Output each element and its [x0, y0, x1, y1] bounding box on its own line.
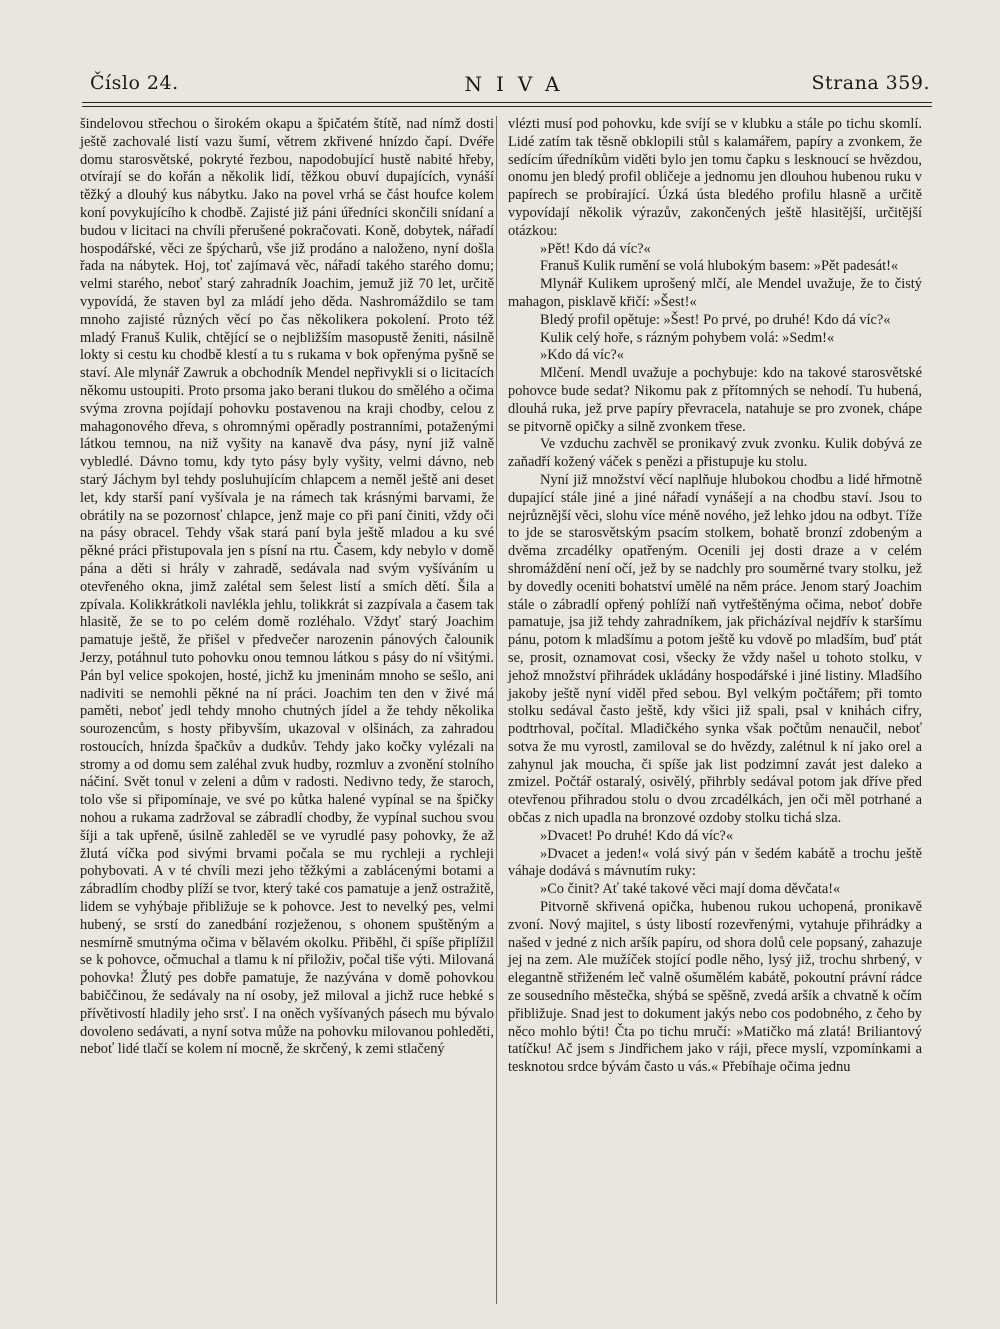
paragraph: vlézti musí pod pohovku, kde svíjí se v klubku a stále po tichu skomlí. Lidé zatím tak těsně obklopili stůl s kalamářem, papíry a zvonkem, že sedícím úředníkům viděti bylo jen tomu čapku s lesknoucí se hvězdou, onomu jen bledý profil obličeje a jednomu jen dlouhou hubenou ruku v papírech se probírající. Úzká ústa bledého profilu hlasně a určitě vypovídají několik výrazův, zakončených ještě hlasitější, určitější otázkou: [508, 116, 922, 239]
magazine-title: NIVA [464, 72, 574, 96]
paragraph: Bledý profil opětuje: »Šest! Po prvé, po druhé! Kdo dá víc?« [540, 311, 891, 328]
paragraph: »Pět! Kdo dá víc?« [540, 240, 651, 257]
paragraph: Kulik celý hoře, s rázným pohybem volá: »Sedm!« [540, 329, 835, 346]
page-header [90, 72, 930, 102]
header-rule-bottom [82, 106, 932, 107]
page-number: Strana 359. [811, 72, 930, 94]
paragraph: »Dvacet! Po druhé! Kdo dá víc?« [540, 827, 734, 844]
column-divider [496, 116, 497, 1304]
paragraph: Mlynář Kulikem uprošený mlčí, ale Mendel uvažuje, že to čistý mahagon, pisklavě křičí: »Šest!« [508, 276, 922, 310]
right-column [508, 116, 922, 1077]
paragraph: »Co činit? Ať také takové věci mají doma děvčata!« [540, 881, 841, 898]
paragraph: Ve vzduchu zachvěl se pronikavý zvuk zvonku. Kulik dobývá ze zaňadří kožený váček s penězi a přistupuje ku stolu. [508, 436, 922, 471]
paragraph: Mlčení. Mendl uvažuje a pochybuje: kdo na takové starosvětské pohovce bude sedat? Nikomu pak z přítomných se nehodí. Tu hubená, dlouhá ruka, jež prve papíry převracela, natahuje se pro zvonek, chápe se pitvorně opičky a silně zvonkem třese. [508, 365, 922, 435]
paragraph: »Kdo dá víc?« [540, 347, 624, 364]
left-column [80, 116, 494, 1059]
paragraph: šindelovou střechou o širokém okapu a špičatém štítě, nad nímž dosti ještě zachovalé listí vazu šumí, větrem zkřivené hnízdo čapí. Dvéře domu starosvětské, pokryté řezbou, napodobující hustě nabité hřeby, otvírají se do kořán a několik lidí, těžkou obuví dupajících, vynáší těžký a dlouhý kus nábytku. Jako na povel vrhá se část houfce kolem koní povykujícího k chodbě. Zajisté již páni úředníci skončili snídaní a budou v licitaci na chvíli přerušené pokračovati. Koně, dobytek, nářadí hospodářské, věci ze špýcharů, vše již prodáno a naloženo, nyní došla řada na nábytek. Hoj, toť zajímavá věc, nářadí takého starého domu; velmi starého, neboť starý zahradník Joachim, jemuž již 70 let, určitě vypovídá, že staven byl za mládí jeho děda. Nashromáždilo se tam mnoho zajisté různých věcí po čas několikera pokolení. Proto též mladý Franuš Kulik, chtějící se o nejbližším masopustě ženiti, násilně lokty si cestu ku chodbě klestí a tu s rukama v bok opřenýma pyšně se staví. Ale mlynář Zawruk a obchodník Mendel nepřivykli si o licitacích někomu ustoupiti. Proto prsoma jako berani tlukou do smělého a očima svýma zrovna pojídají pohovku postavenou na kraji chodby, celou z mahagonového dřeva, s ohromnými opěradly postranními, potaženými látkou temnou, na niž vyšity na kanavě dva pásy, nyní již valně vybledlé. Dávno tomu, kdy tyto pásy byly vyšity, velmi dávno, neb starý Jáchym byl tehdy posluhujícím chlapcem a neměl ještě ani deset let, kdy starší paní vyšívala je na rámech tak krásnými barvami, že obrátily na se pozornosť chlapce, jenž maje co při paní činiti, vždy oči na pásy obracel. Tehdy však stará paní byla ještě mladou a ku své pěkné práci přistupovala jen s písní na rtu. Časem, kdy nebylo v domě pána a děti si hrály v zahradě, sedávala nad svým vyšíváním u otevřeného okna, jimž zalétal sem šelest listí a smích dětí. Šila a zpívala. Kolikkrátkoli navlékla jehlu, tolikkrát si zazpívala a časem tak hlasitě, že se to po celém domě rozléhalo. Vždyť starý Joachim pamatuje ještě, že přišel v předvečer narozenin pánových čalounik Jerzy, potáhnul tuto pohovku onou temnou látkou s pásy do ní všitými. Pán byl velice spokojen, hosté, jichž ku jmeninám mnoho se sešlo, ani nadiviti se nemohli pěkné na ní práci. Joachim ten den v živé má paměti, neboť jedl tehdy mnoho chutných jídel a že tehdy několika sourozencům, s hosty přibyvším, ukazoval v olšinách, za zahradou rostoucích, hnízda špačkův a dudkův. Tehdy jako kočky vylézali na stromy a od domu sem zaléhal zvuk hudby, rozmluv a zvonění stolního náčiní. Svět tonul v zeleni a dům v radosti. Nedivno tedy, že staroch, tolo vše si připomínaje, ve své po kůtka halené vypínal se na špičky nohou a rukama zadržoval se zábradlí chodby, že vypínal suchou svou šíji a tak upřeně, úsilně zahleděl se ve vyrudlé pasy pohovky, že až žlutá víčka pod sivými brvami počala se mu rychleji a rychleji pohybovati. A v té chvíli mezi jeho těžkými a zablácenými botami a zábradlím chodby plíží se tvor, který také cos pamatuje a jenž ostražitě, lidem se vyhýbaje přibližuje se k pohovce. Jest to nevelký pes, velmi hubený, se srstí do zanedbání rozježenou, s ohonem spuštěným a nesmírně smutnýma očima v bělavém okolku. Přiběhl, či spíše připlížil se k pohovce, očmuchal a tlamu k ní přiloživ, počal tiše výti. Milovaná pohovka! Žlutý pes dobře pamatuje, že nazývána v domě pohovkou babiččinou, že sedávaly na ní osoby, jež miloval a jichž ruce hebké s přívětivostí hladily jeho srsť. I na oněch vyšívaných pásech mu bývalo dovoleno sedávati, a nyní sotva může na pohovku milovanou pohleděti, neboť lidé tlačí se kolem ní mocně, že skrčený, k zemi stlačený [80, 116, 494, 1058]
paragraph: Pitvorně skřivená opička, hubenou rukou uchopená, pronikavě zvoní. Nový majitel, s ústy libostí rozevřenými, vytahuje přihrádky a našed v jedné z nich aršík papíru, od shora dolů cele popsaný, zahazuje jej na zem. Ale mužíček stojící podle něho, lysý již, trochu shrbený, v elegantně střiženém leč valně ošumělém kabátě, pokoutní právní rádce ze sousedního městečka, shýbá se spěšně, zvedá aršík a chvatně k očím přibližuje. Snad jest to dokument jakýs nebo cos podobného, z čeho by něco mohlo býti! Čta po tichu mručí: »Matičko má zlatá! Briliantový tatíčku! Ač jsem s Jindřichem jako v ráji, přece myslí, vzpomínkami a tesknotou srdce bývám často u vás.« Přebíhaje očima jednu [508, 899, 922, 1076]
paragraph: Franuš Kulik rumění se volá hlubokým basem: »Pět padesát!« [540, 258, 899, 275]
paragraph: »Dvacet a jeden!« volá sivý pán v šedém kabátě a trochu ještě váhaje dodává s mávnutím ruky: [508, 845, 922, 880]
issue-number: Číslo 24. [90, 72, 179, 94]
header-rule-top [82, 102, 932, 103]
paragraph: Nyní již množství věcí naplňuje hlubokou chodbu a lidé hřmotně dupající stále jiné a jiné nářadí vynášejí a na chodbu staví. Jsou to nejrůznější věci, slohu více méně nového, jež lehko jdou na odbyt. Tíže to jde se starosvětským psacím stolkem, bohatě bronzí zdobeným a dvěma zrcadélky opatřeným. Ocenili jej dosti draze a v celém shromáždění není očí, jež by se nadchly pro souměrné tvary stolku, jež by dovedly oceniti bohatství umělé na něm práce. Jenom starý Joachim stále o zábradlí opřený pohlíží naň vytřeštěnýma očima, neboť dobře pamatuje, jsa již tehdy zahradníkem, jak přicházíval nejdřív k staršímu pánu, potom k mladšímu a potom ještě ku vdově po mladším, buď ptát se, prosit, oznamovat cosi, všecky že vždy našel u tohoto stolku, v jehož množství přihrádek ukládány hospodářské i jiné listiny. Mladšího jakoby ještě nyní viděl před sebou. Byl velkým počtářem; při tomto stolku sedával často ještě, kdy všici již spali, psal v knihách cifry, podtrhoval, počítal. Mladičkého synka však počtům nenaučil, neboť sotva že mu vyrostl, zamiloval se do hvězdy, zalétnul k ní jako orel a zahynul jak moucha, či spíše jak list podzimní zavát jest daleko a zmizel. Počtář ostaralý, osivělý, přihrbly sedával potom jak dříve před otevřenou přihradou stolu o dvou zrcadélkách, jen oči měl potrhané a občas z nich upadla na bronzové ozdoby stolku tichá slza. [508, 471, 922, 827]
